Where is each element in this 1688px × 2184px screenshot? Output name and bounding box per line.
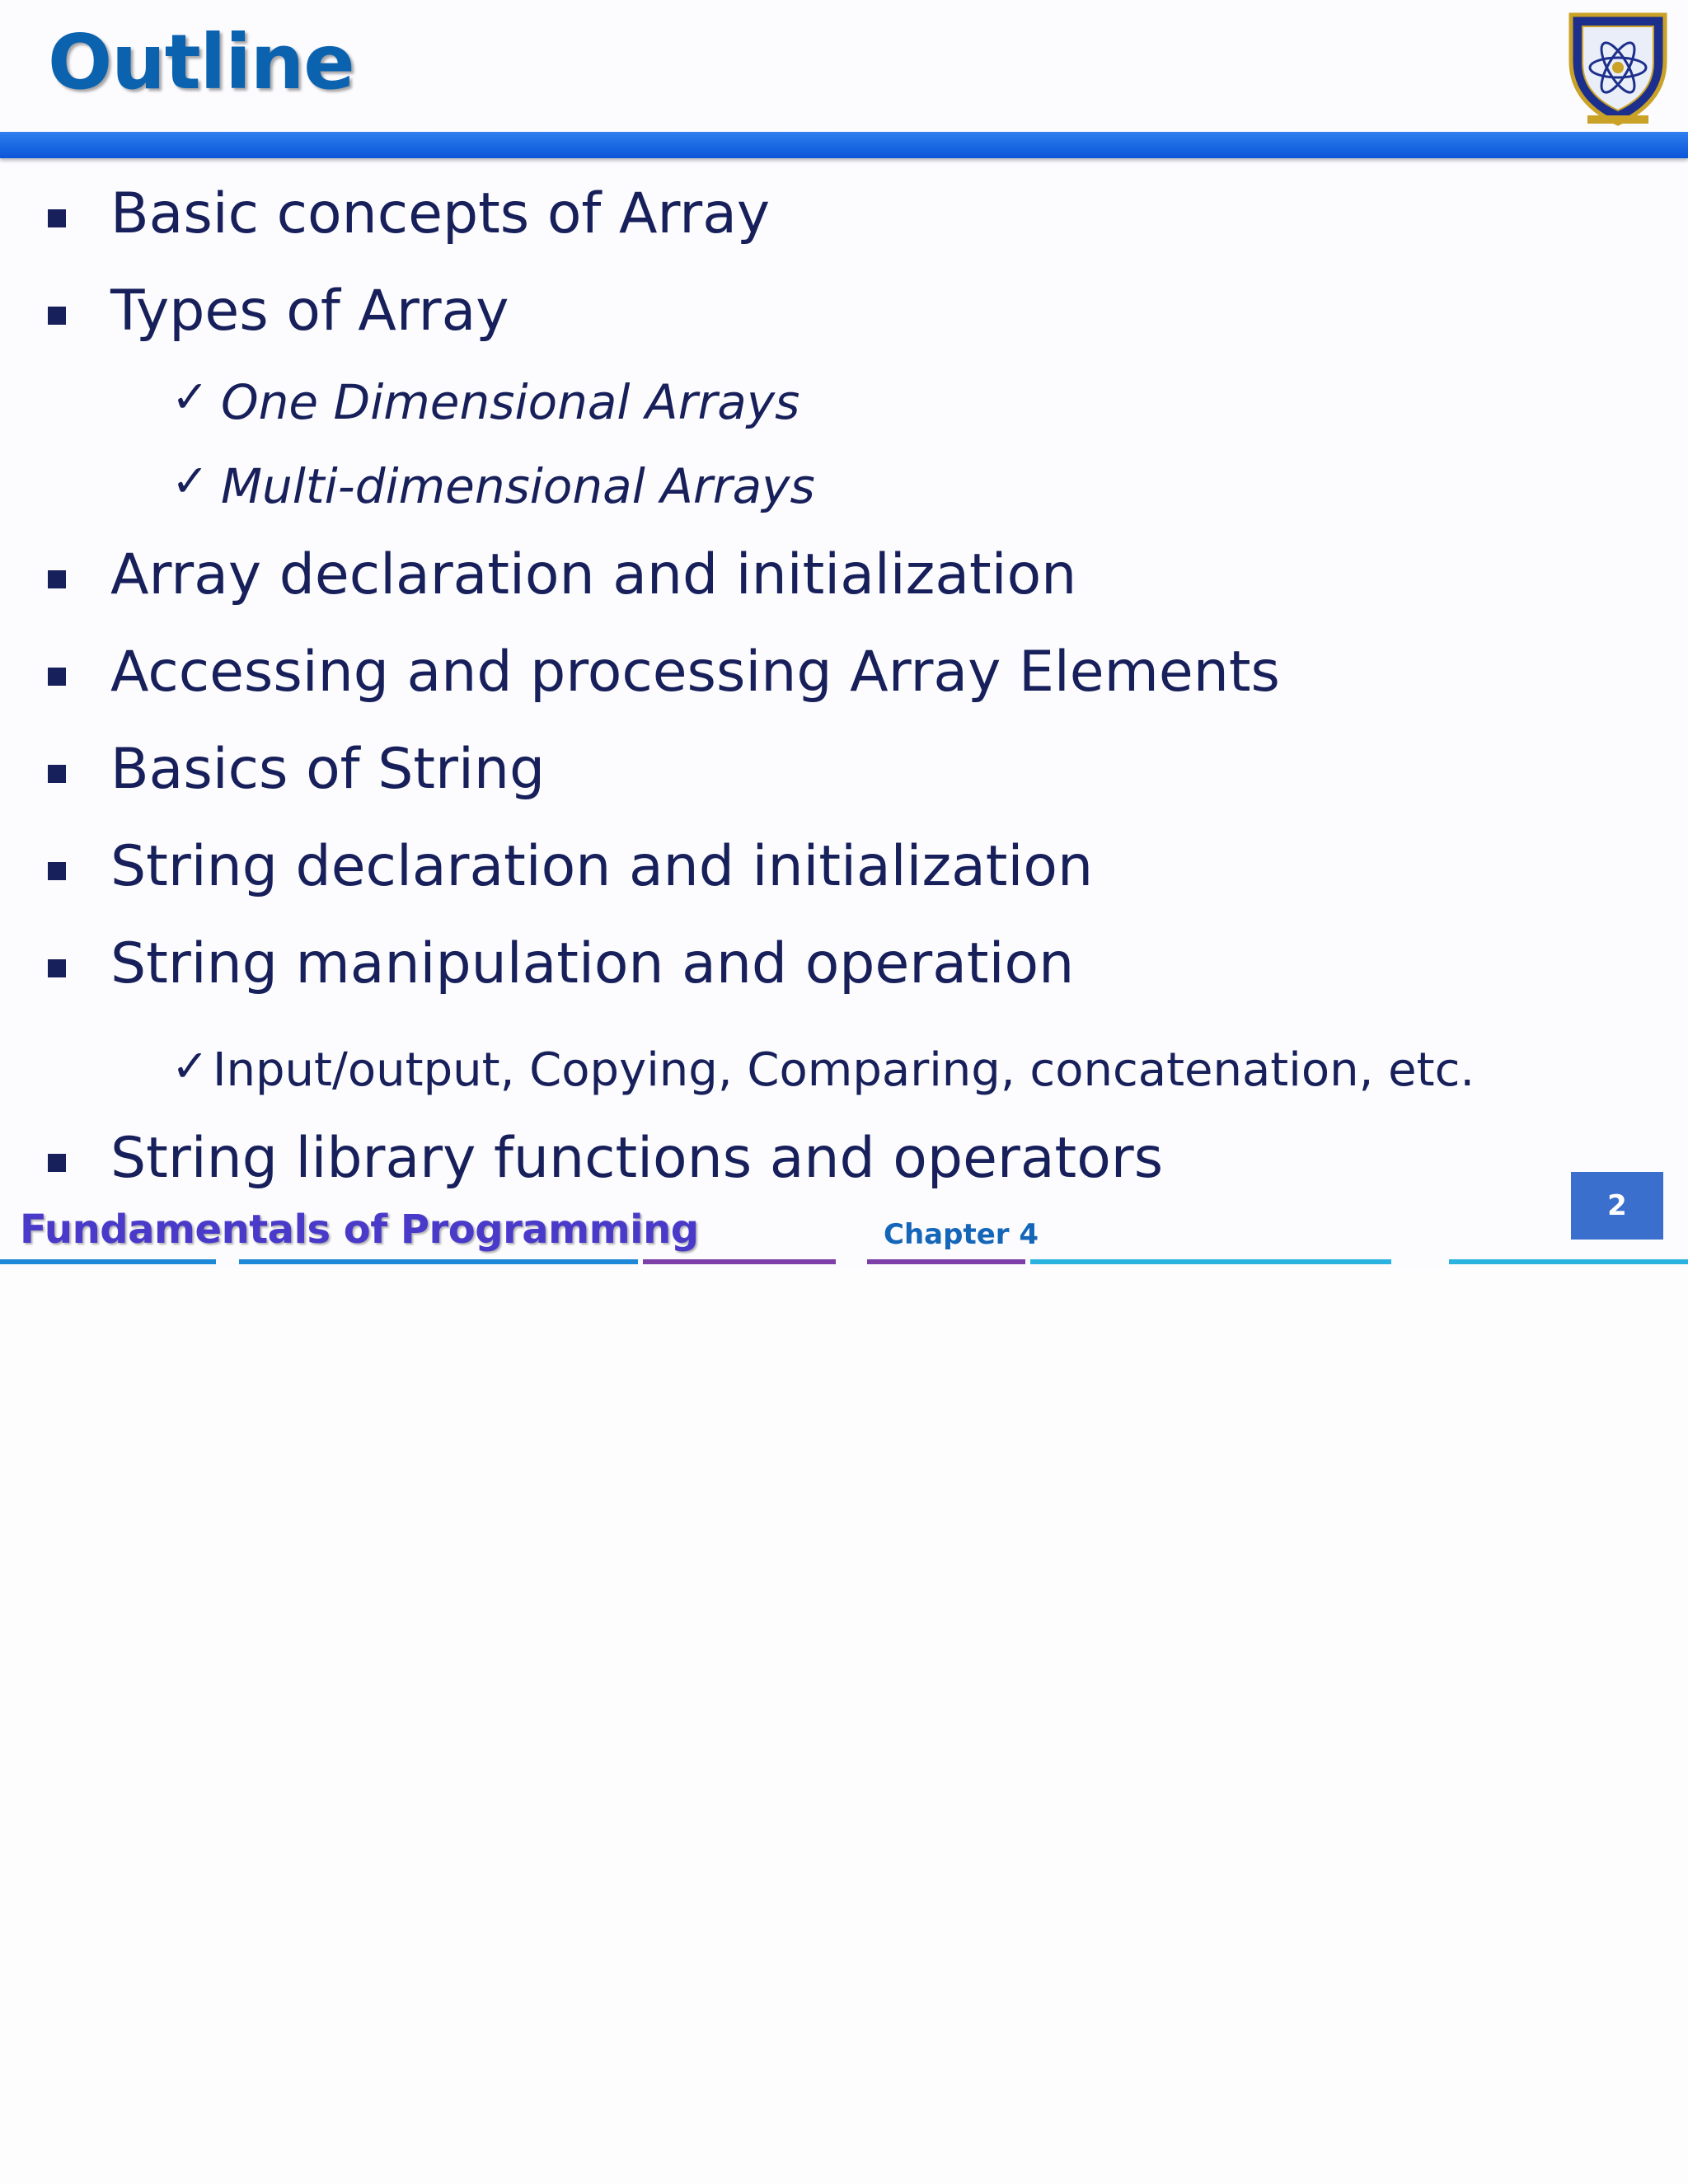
footer-chapter: Chapter 4 — [884, 1218, 1039, 1251]
list-item: Accessing and processing Array Elements — [110, 640, 1280, 705]
checkmark-icon: ✓ — [171, 371, 209, 423]
square-bullet-icon — [48, 209, 66, 227]
page-number-badge: 2 — [1571, 1172, 1663, 1240]
square-bullet-icon — [48, 862, 66, 880]
square-bullet-icon — [48, 959, 66, 977]
footer-divider — [643, 1259, 836, 1264]
square-bullet-icon — [48, 668, 66, 686]
footer-divider — [867, 1259, 1025, 1264]
footer-divider — [1449, 1259, 1688, 1264]
footer-divider — [239, 1259, 638, 1264]
university-crest-logo — [1563, 3, 1673, 129]
checkmark-icon: ✓ — [171, 1040, 209, 1092]
list-item: String library functions and operators — [110, 1126, 1164, 1191]
square-bullet-icon — [48, 307, 66, 325]
list-item: String manipulation and operation — [110, 931, 1075, 996]
footer-course-title: Fundamentals of Programming — [20, 1207, 699, 1253]
square-bullet-icon — [48, 570, 66, 588]
list-item: Basic concepts of Array — [110, 181, 771, 246]
slide-title: Outline — [48, 18, 354, 106]
list-item: Array declaration and initialization — [110, 542, 1077, 607]
list-item: Basics of String — [110, 737, 546, 802]
list-item: Input/output, Copying, Comparing, concatenation, etc. — [213, 1043, 1475, 1097]
square-bullet-icon — [48, 765, 66, 783]
list-item: One Dimensional Arrays — [221, 374, 800, 430]
header-bar — [0, 132, 1688, 158]
list-item: String declaration and initialization — [110, 834, 1094, 899]
footer-divider — [1030, 1259, 1391, 1264]
list-item: Multi-dimensional Arrays — [221, 458, 815, 514]
checkmark-icon: ✓ — [171, 455, 209, 507]
square-bullet-icon — [48, 1154, 66, 1172]
footer-divider — [0, 1259, 216, 1264]
list-item: Types of Array — [110, 279, 509, 344]
